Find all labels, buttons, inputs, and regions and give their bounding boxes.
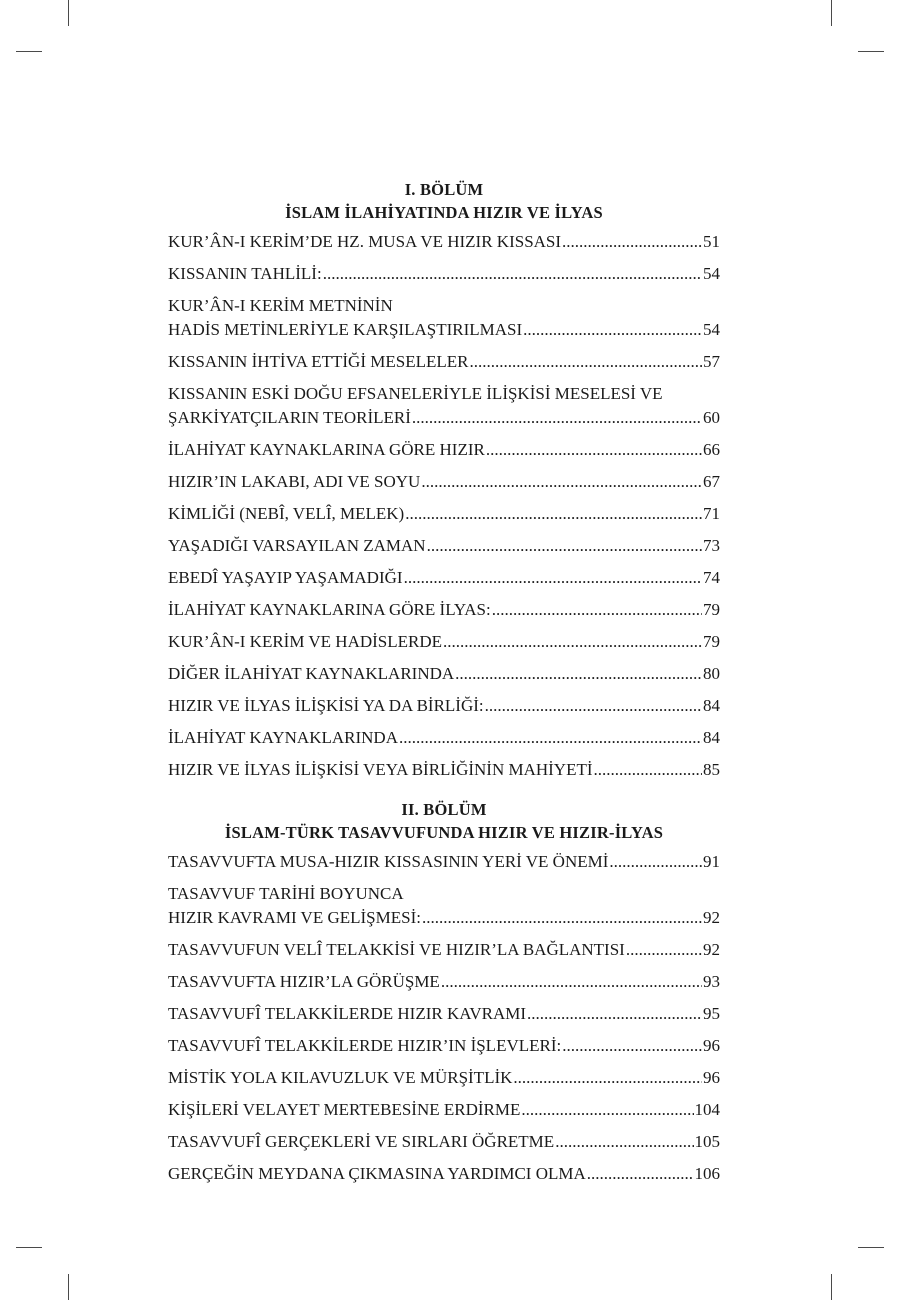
dot-leader bbox=[513, 1066, 702, 1090]
entry-title: KİŞİLERİ VELAYET MERTEBESİNE ERDİRME bbox=[168, 1100, 521, 1119]
entry-title: TASAVVUFÎ TELAKKİLERDE HIZIR KAVRAMI bbox=[168, 1004, 526, 1023]
entry-title: GERÇEĞİN MEYDANA ÇIKMASINA YARDIMCI OLMA bbox=[168, 1164, 586, 1183]
toc-entry bbox=[168, 534, 720, 558]
page-number: 74 bbox=[703, 568, 720, 587]
dot-leader bbox=[527, 1002, 702, 1026]
page-number: 95 bbox=[703, 1004, 720, 1023]
toc-entry bbox=[168, 758, 720, 782]
entry-row bbox=[168, 694, 720, 718]
crop-mark-bottom-right bbox=[831, 1274, 832, 1300]
page-number: 106 bbox=[694, 1164, 720, 1183]
page-number: 84 bbox=[703, 696, 720, 715]
entry-row bbox=[168, 1034, 720, 1058]
dot-leader bbox=[626, 938, 702, 962]
toc-entry bbox=[168, 566, 720, 590]
entry-row bbox=[168, 726, 720, 750]
toc-entry bbox=[168, 294, 720, 342]
page-number: 57 bbox=[703, 352, 720, 371]
toc-entry bbox=[168, 1034, 720, 1058]
entry-title: KUR’ÂN-I KERİM’DE HZ. MUSA VE HIZIR KISSASI bbox=[168, 232, 562, 251]
toc-entry bbox=[168, 1098, 720, 1122]
crop-mark-top-left bbox=[68, 0, 69, 26]
page-number: 60 bbox=[703, 408, 720, 427]
crop-mark-left-top bbox=[16, 51, 42, 52]
entry-title: DİĞER İLAHİYAT KAYNAKLARINDA bbox=[168, 664, 455, 683]
toc-entry bbox=[168, 382, 720, 430]
page-number: 71 bbox=[703, 504, 720, 523]
toc-entry bbox=[168, 1130, 720, 1154]
chapter-title: İSLAM-TÜRK TASAVVUFUNDA HIZIR VE HIZIR-İLYAS bbox=[224, 823, 664, 842]
dot-leader bbox=[485, 694, 702, 718]
dot-leader bbox=[521, 1098, 693, 1122]
toc-entry bbox=[168, 598, 720, 622]
toc-entry bbox=[168, 1002, 720, 1026]
toc-entry bbox=[168, 630, 720, 654]
toc-list bbox=[168, 230, 720, 782]
toc-entry bbox=[168, 230, 720, 254]
toc-entry bbox=[168, 1162, 720, 1186]
entry-row bbox=[168, 470, 720, 494]
dot-leader bbox=[412, 406, 702, 430]
dot-leader bbox=[469, 350, 702, 374]
page-number: 66 bbox=[703, 440, 720, 459]
entry-title: TASAVVUFÎ GERÇEKLERİ VE SIRLARI ÖĞRETME bbox=[168, 1132, 555, 1151]
entry-title: İLAHİYAT KAYNAKLARINDA bbox=[168, 728, 398, 747]
page-number: 96 bbox=[703, 1068, 720, 1087]
entry-row bbox=[168, 1130, 720, 1154]
entry-title: ŞARKİYATÇILARIN TEORİLERİ bbox=[168, 408, 411, 427]
dot-leader bbox=[422, 906, 702, 930]
entry-title: HADİS METİNLERİYLE KARŞILAŞTIRILMASI bbox=[168, 320, 523, 339]
toc-entry bbox=[168, 470, 720, 494]
entry-title: İLAHİYAT KAYNAKLARINA GÖRE İLYAS: bbox=[168, 600, 491, 619]
table-of-contents bbox=[168, 178, 720, 1194]
toc-entry bbox=[168, 662, 720, 686]
chapter-title: İSLAM İLAHİYATINDA HIZIR VE İLYAS bbox=[285, 203, 603, 222]
entry-row bbox=[168, 406, 720, 430]
toc-entry bbox=[168, 882, 720, 930]
dot-leader bbox=[399, 726, 702, 750]
entry-row bbox=[168, 662, 720, 686]
entry-title: HIZIR VE İLYAS İLİŞKİSİ YA DA BİRLİĞİ: bbox=[168, 696, 484, 715]
page-number: 93 bbox=[703, 972, 720, 991]
page-number: 104 bbox=[694, 1100, 720, 1119]
toc-entry bbox=[168, 502, 720, 526]
entry-row bbox=[168, 230, 720, 254]
entry-row bbox=[168, 598, 720, 622]
entry-row bbox=[168, 938, 720, 962]
entry-row bbox=[168, 906, 720, 930]
crop-mark-right-bottom bbox=[858, 1247, 884, 1248]
dot-leader bbox=[405, 502, 702, 526]
dot-leader bbox=[492, 598, 702, 622]
dot-leader bbox=[404, 566, 702, 590]
entry-row bbox=[168, 850, 720, 874]
entry-title: HIZIR’IN LAKABI, ADI VE SOYU bbox=[168, 472, 421, 491]
dot-leader bbox=[523, 318, 702, 342]
section-heading bbox=[168, 798, 720, 844]
entry-title: MİSTİK YOLA KILAVUZLUK VE MÜRŞİTLİK bbox=[168, 1068, 513, 1087]
dot-leader bbox=[562, 230, 702, 254]
entry-row bbox=[168, 438, 720, 462]
toc-entry bbox=[168, 726, 720, 750]
dot-leader bbox=[323, 262, 702, 286]
dot-leader bbox=[441, 970, 702, 994]
toc-entry bbox=[168, 262, 720, 286]
entry-row bbox=[168, 630, 720, 654]
entry-title: EBEDÎ YAŞAYIP YAŞAMADIĞI bbox=[168, 568, 403, 587]
entry-title: KİMLİĞİ (NEBÎ, VELÎ, MELEK) bbox=[168, 504, 405, 523]
entry-row bbox=[168, 566, 720, 590]
entry-row bbox=[168, 350, 720, 374]
page-number: 84 bbox=[703, 728, 720, 747]
chapter-number: I. BÖLÜM bbox=[404, 180, 484, 199]
toc-entry bbox=[168, 1066, 720, 1090]
entry-title: HIZIR VE İLYAS İLİŞKİSİ VEYA BİRLİĞİNİN MAHİYETİ bbox=[168, 760, 593, 779]
entry-title: KUR’ÂN-I KERİM VE HADİSLERDE bbox=[168, 632, 443, 651]
page-number: 105 bbox=[694, 1132, 720, 1151]
toc-entry bbox=[168, 694, 720, 718]
toc-entry bbox=[168, 438, 720, 462]
dot-leader bbox=[594, 758, 702, 782]
entry-row bbox=[168, 262, 720, 286]
entry-title: HIZIR KAVRAMI VE GELİŞMESİ: bbox=[168, 908, 421, 927]
dot-leader bbox=[587, 1162, 694, 1186]
page-number: 54 bbox=[703, 264, 720, 283]
crop-mark-left-bottom bbox=[16, 1247, 42, 1248]
page-number: 96 bbox=[703, 1036, 720, 1055]
entry-row bbox=[168, 502, 720, 526]
page-number: 92 bbox=[703, 940, 720, 959]
entry-row bbox=[168, 1002, 720, 1026]
entry-row bbox=[168, 534, 720, 558]
toc-entry bbox=[168, 970, 720, 994]
entry-title: TASAVVUFUN VELÎ TELAKKİSİ VE HIZIR’LA BAĞLANTISI bbox=[168, 940, 625, 959]
entry-row bbox=[168, 1162, 720, 1186]
page-number: 73 bbox=[703, 536, 720, 555]
crop-mark-right-top bbox=[858, 51, 884, 52]
toc-entry bbox=[168, 850, 720, 874]
entry-row bbox=[168, 970, 720, 994]
entry-row bbox=[168, 1066, 720, 1090]
entry-title: TASAVVUFTA MUSA-HIZIR KISSASININ YERİ VE ÖNEMİ bbox=[168, 852, 609, 871]
entry-title: TASAVVUFÎ TELAKKİLERDE HIZIR’IN İŞLEVLERİ: bbox=[168, 1036, 562, 1055]
dot-leader bbox=[609, 850, 702, 874]
entry-title-line: KUR’ÂN-I KERİM METNİNİN bbox=[168, 296, 393, 315]
page-number: 79 bbox=[703, 632, 720, 651]
entry-title-line: KISSANIN ESKİ DOĞU EFSANELERİYLE İLİŞKİSİ MESELESİ VE bbox=[168, 384, 663, 403]
entry-title: YAŞADIĞI VARSAYILAN ZAMAN bbox=[168, 536, 426, 555]
page-number: 79 bbox=[703, 600, 720, 619]
dot-leader bbox=[421, 470, 702, 494]
section-heading bbox=[168, 178, 720, 224]
page-number: 54 bbox=[703, 320, 720, 339]
entry-title: TASAVVUFTA HIZIR’LA GÖRÜŞME bbox=[168, 972, 440, 991]
entry-row bbox=[168, 1098, 720, 1122]
entry-title: KISSANIN TAHLİLİ: bbox=[168, 264, 322, 283]
dot-leader bbox=[562, 1034, 702, 1058]
page-number: 92 bbox=[703, 908, 720, 927]
dot-leader bbox=[486, 438, 702, 462]
entry-title: İLAHİYAT KAYNAKLARINA GÖRE HIZIR bbox=[168, 440, 485, 459]
entry-row bbox=[168, 318, 720, 342]
entry-title-line: TASAVVUF TARİHİ BOYUNCA bbox=[168, 884, 404, 903]
page-number: 67 bbox=[703, 472, 720, 491]
toc-entry bbox=[168, 350, 720, 374]
dot-leader bbox=[455, 662, 702, 686]
page-number: 80 bbox=[703, 664, 720, 683]
page-number: 85 bbox=[703, 760, 720, 779]
crop-mark-top-right bbox=[831, 0, 832, 26]
toc-list bbox=[168, 850, 720, 1186]
dot-leader bbox=[427, 534, 702, 558]
toc-entry bbox=[168, 938, 720, 962]
entry-row bbox=[168, 758, 720, 782]
dot-leader bbox=[443, 630, 702, 654]
entry-title: KISSANIN İHTİVA ETTİĞİ MESELELER bbox=[168, 352, 469, 371]
crop-mark-bottom-left bbox=[68, 1274, 69, 1300]
page-number: 51 bbox=[703, 232, 720, 251]
dot-leader bbox=[555, 1130, 693, 1154]
chapter-number: II. BÖLÜM bbox=[401, 800, 487, 819]
page-number: 91 bbox=[703, 852, 720, 871]
